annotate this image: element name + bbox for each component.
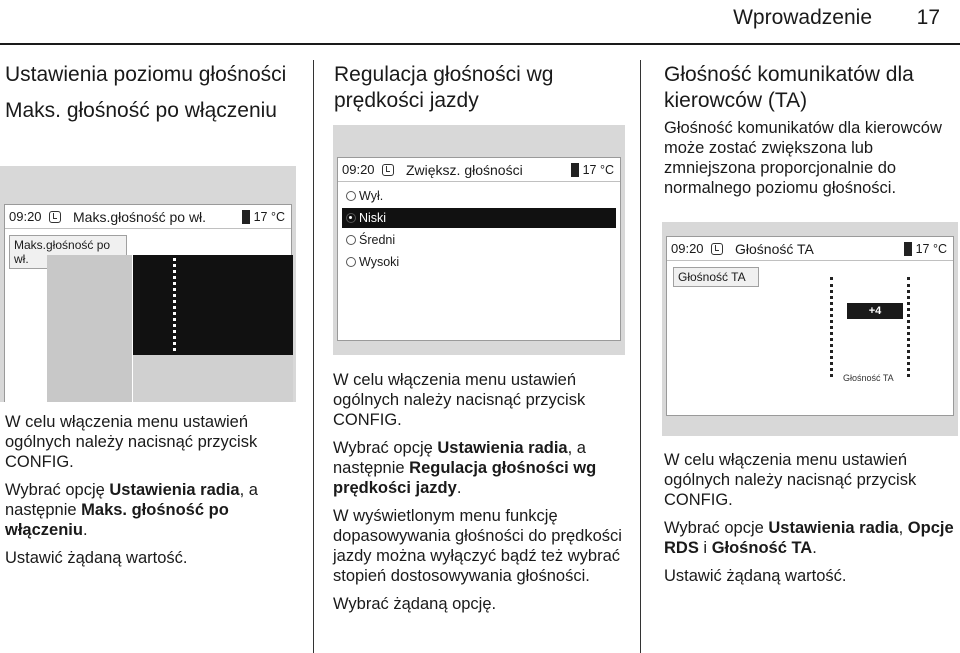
column-1-body xyxy=(5,412,297,576)
thermometer-icon xyxy=(571,163,579,177)
option-medium[interactable]: Średni xyxy=(342,230,616,250)
screen-glitch-area xyxy=(133,255,293,355)
screenshot-speed-volume xyxy=(333,125,625,355)
screen-temp: 17 °C xyxy=(253,209,285,224)
screen-glitch-area xyxy=(47,255,132,402)
column-divider xyxy=(313,60,314,653)
thermometer-icon xyxy=(904,242,912,256)
screen-title: Głośność TA xyxy=(735,240,814,257)
section-heading: Regulacja głośności wg prędkości jazdy xyxy=(334,63,554,112)
paragraph: Wybrać opcje Ustawienia radia, Opcje RDS i Głośność TA. xyxy=(664,519,954,557)
radio-selected-icon xyxy=(346,213,356,223)
subsection-heading: Maks. głośność po włączeniu xyxy=(5,99,277,122)
screenshot-ta-volume xyxy=(662,222,958,436)
screen-time: 09:20 xyxy=(671,241,704,256)
option-high[interactable]: Wysoki xyxy=(342,252,616,272)
paragraph: Wybrać opcję Ustawienia radia, a następnie Regulacja głośności wg prędkości jazdy. xyxy=(333,439,597,497)
radio-icon xyxy=(346,257,356,267)
column-3 xyxy=(664,62,954,206)
volume-value: +4 xyxy=(847,303,903,319)
option-low[interactable]: Niski xyxy=(342,208,616,228)
screen-temp: 17 °C xyxy=(915,241,947,256)
column-3-body xyxy=(664,450,954,594)
column-2 xyxy=(334,62,624,114)
paragraph: Ustawić żądaną wartość. xyxy=(664,567,847,585)
paragraph: Wybrać żądaną opcję. xyxy=(333,595,497,613)
header-rule xyxy=(0,43,960,45)
screen-tab: Maks.głośność po wł. xyxy=(9,235,127,269)
paragraph: W wyświetlonym menu funkcję dopasowywania głośności do prędkości jazdy można wyłączyć bądź też wybrać stopień dostosowywania głośności. xyxy=(333,507,622,585)
section-heading: Ustawienia poziomu głośności xyxy=(5,63,287,86)
radio-icon xyxy=(346,191,356,201)
paragraph: W celu włączenia menu ustawień ogólnych należy nacisnąć przycisk CONFIG. xyxy=(5,413,258,471)
paragraph: Wybrać opcję Ustawienia radia, a następnie Maks. głośność po włączeniu. xyxy=(5,481,258,539)
clock-icon xyxy=(49,211,61,223)
screen-tab: Głośność TA xyxy=(673,267,759,287)
screen-time: 09:20 xyxy=(9,209,42,224)
paragraph: Ustawić żądaną wartość. xyxy=(5,549,188,567)
page-number: 17 xyxy=(916,6,940,29)
column-2-body xyxy=(333,370,629,622)
clock-icon xyxy=(711,243,723,255)
screen-glitch-area xyxy=(133,355,293,402)
screenshot-max-volume xyxy=(0,166,296,402)
screen-title: Zwiększ. głośności xyxy=(406,161,523,178)
section-heading: Głośność komunikatów dla kierowców (TA) xyxy=(664,63,914,112)
volume-scale-left xyxy=(830,277,834,377)
volume-caption: Głośność TA xyxy=(843,373,894,383)
paragraph: W celu włączenia menu ustawień ogólnych należy nacisnąć przycisk CONFIG. xyxy=(333,371,586,429)
radio-icon xyxy=(346,235,356,245)
column-1 xyxy=(5,62,300,124)
thermometer-icon xyxy=(242,210,250,224)
page-header-title: Wprowadzenie xyxy=(733,6,872,29)
column-divider xyxy=(640,60,641,653)
paragraph: W celu włączenia menu ustawień ogólnych należy nacisnąć przycisk CONFIG. xyxy=(664,451,917,509)
paragraph: Głośność komunikatów dla kierowców może zostać zwiększona lub zmniejszona proporcjonalnie do normalnego poziomu głośności. xyxy=(664,119,942,197)
screen-title: Maks.głośność po wł. xyxy=(73,208,207,225)
screen-temp: 17 °C xyxy=(582,162,614,177)
screen-time: 09:20 xyxy=(342,162,375,177)
clock-icon xyxy=(382,164,394,176)
volume-scale-right xyxy=(907,277,911,377)
volume-scale xyxy=(173,241,177,351)
option-off[interactable]: Wył. xyxy=(342,186,616,206)
